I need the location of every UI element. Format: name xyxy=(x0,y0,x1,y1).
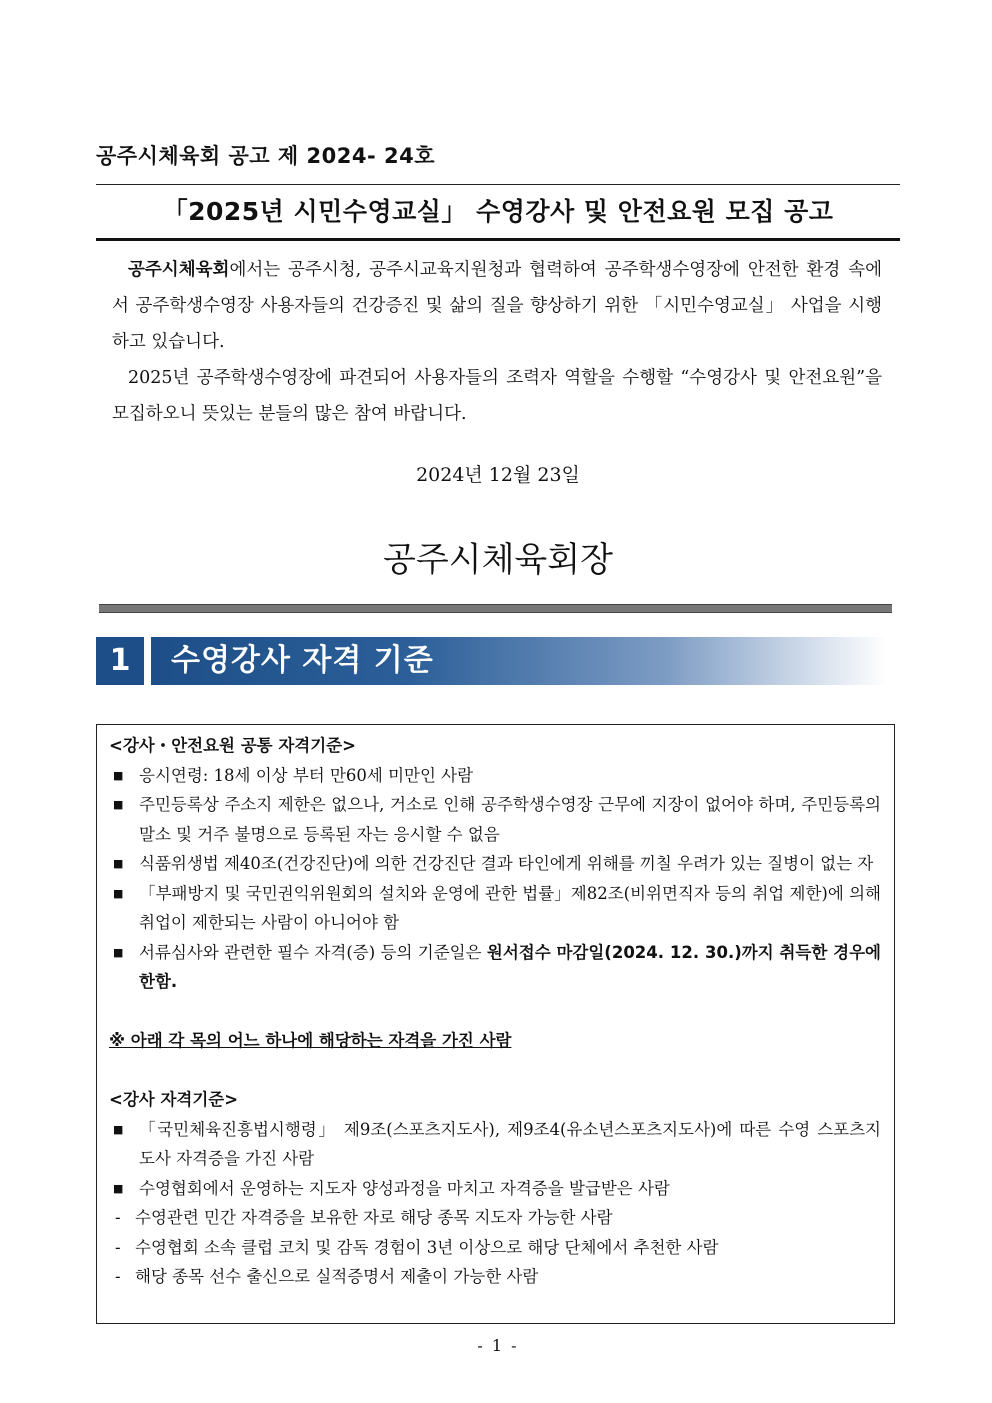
list-item xyxy=(109,1233,881,1263)
intro-paragraph-1 xyxy=(112,252,882,360)
dash-bullet: - xyxy=(115,1237,121,1257)
square-bullet-icon: ■ xyxy=(113,798,124,811)
qualification-box xyxy=(96,724,895,1324)
intro-paragraph-2: 2025년 공주학생수영장에 파견되어 사용자들의 조력자 역할을 수행할 “수영강사 및 안전요원”을 모집하오니 뜻있는 분들의 많은 참여 바랍니다. xyxy=(112,368,882,424)
page-number: - 1 - xyxy=(477,1336,519,1355)
list-item xyxy=(109,1262,881,1292)
divider-bar xyxy=(99,604,892,613)
square-bullet-icon: ■ xyxy=(113,886,124,900)
list-item-text: 수영관련 민간 자격증을 보유한 자로 해당 종목 지도자 가능한 사람 xyxy=(135,1208,613,1227)
note-line: ※ 아래 각 목의 어느 하나에 해당하는 자격을 가진 사람 xyxy=(109,1031,512,1050)
intro-text xyxy=(112,252,882,432)
square-bullet-icon: ■ xyxy=(113,768,124,782)
list-item xyxy=(109,1203,881,1233)
deadline-emphasis: 원서접수 마감일(2024. 12. 30.)까지 취득한 경우에 한함. xyxy=(139,942,881,991)
dash-bullet: - xyxy=(115,1267,121,1286)
square-bullet-icon: ■ xyxy=(113,857,124,870)
section-title: 수영강사 자격 기준 xyxy=(151,637,887,685)
list-item xyxy=(109,1115,881,1174)
document-title: 「2025년 시민수영교실」 수영강사 및 안전요원 모집 공고 xyxy=(162,197,834,226)
list-item xyxy=(109,761,881,791)
list-item-text: 해당 종목 선수 출신으로 실적증명서 제출이 가능한 사람 xyxy=(135,1267,539,1286)
list-item-text: 주민등록상 주소지 제한은 없으나, 거소로 인해 공주학생수영장 근무에 지장이 없어야 하며, 주민등록의 말소 및 거주 불명으로 등록된 자는 응시할 수 없음 xyxy=(139,795,881,844)
list-item-text: 서류심사와 관련한 필수 자격(증) 등의 기준일은 xyxy=(139,942,487,962)
list-item-text: 수영협회에서 운영하는 지도자 양성과정을 마치고 자격증을 발급받은 사람 xyxy=(139,1178,670,1198)
notice-number: 공주시체육회 공고 제 2024- 24호 xyxy=(96,144,435,168)
instructor-heading: <강사 자격기준> xyxy=(109,1090,239,1109)
dash-bullet: - xyxy=(115,1208,121,1227)
common-heading: <강사・안전요원 공통 자격기준> xyxy=(109,736,356,755)
square-bullet-icon: ■ xyxy=(113,945,124,959)
square-bullet-icon: ■ xyxy=(113,1122,124,1136)
list-item xyxy=(109,849,881,879)
section-number: 1 xyxy=(96,637,144,685)
list-item-text: 응시연령: 18세 이상 부터 만60세 미만인 사람 xyxy=(139,765,474,785)
square-bullet-icon: ■ xyxy=(113,1181,124,1195)
list-item xyxy=(109,790,881,849)
list-item xyxy=(109,938,881,997)
list-item-text: 「부패방지 및 국민권익위원회의 설치와 운영에 관한 법률」제82조(비위면직자 등의 취업 제한)에 의해 취업이 제한되는 사람이 아니어야 함 xyxy=(139,883,881,932)
notice-date: 2024년 12월 23일 xyxy=(416,464,580,486)
list-item-text: 수영협회 소속 클럽 코치 및 감독 경험이 3년 이상으로 해당 단체에서 추천한 사람 xyxy=(135,1237,719,1257)
signer: 공주시체육회장 xyxy=(383,540,613,580)
list-item-text: 「국민체육진흥법시행령」 제9조(스포츠지도사), 제9조4(유소년스포츠지도사)에 따른 수영 스포츠지도사 자격증을 가진 사람 xyxy=(139,1119,881,1168)
list-item xyxy=(109,1174,881,1204)
list-item-text: 식품위생법 제40조(건강진단)에 의한 건강진단 결과 타인에게 위해를 끼칠 우려가 있는 질병이 없는 자 xyxy=(139,854,874,873)
list-item xyxy=(109,879,881,938)
title-top-rule xyxy=(96,184,900,185)
intro-paragraph-1-text: 에서는 공주시청, 공주시교육지원청과 협력하여 공주학생수영장에 안전한 환경 속에서 공주학생수영장 사용자들의 건강증진 및 삶의 질을 향상하기 위한 「시민수영교실」 사업을 시행하고 있습니다. xyxy=(112,260,882,352)
title-bottom-rule xyxy=(96,238,900,241)
org-name: 공주시체육회 xyxy=(128,260,230,280)
